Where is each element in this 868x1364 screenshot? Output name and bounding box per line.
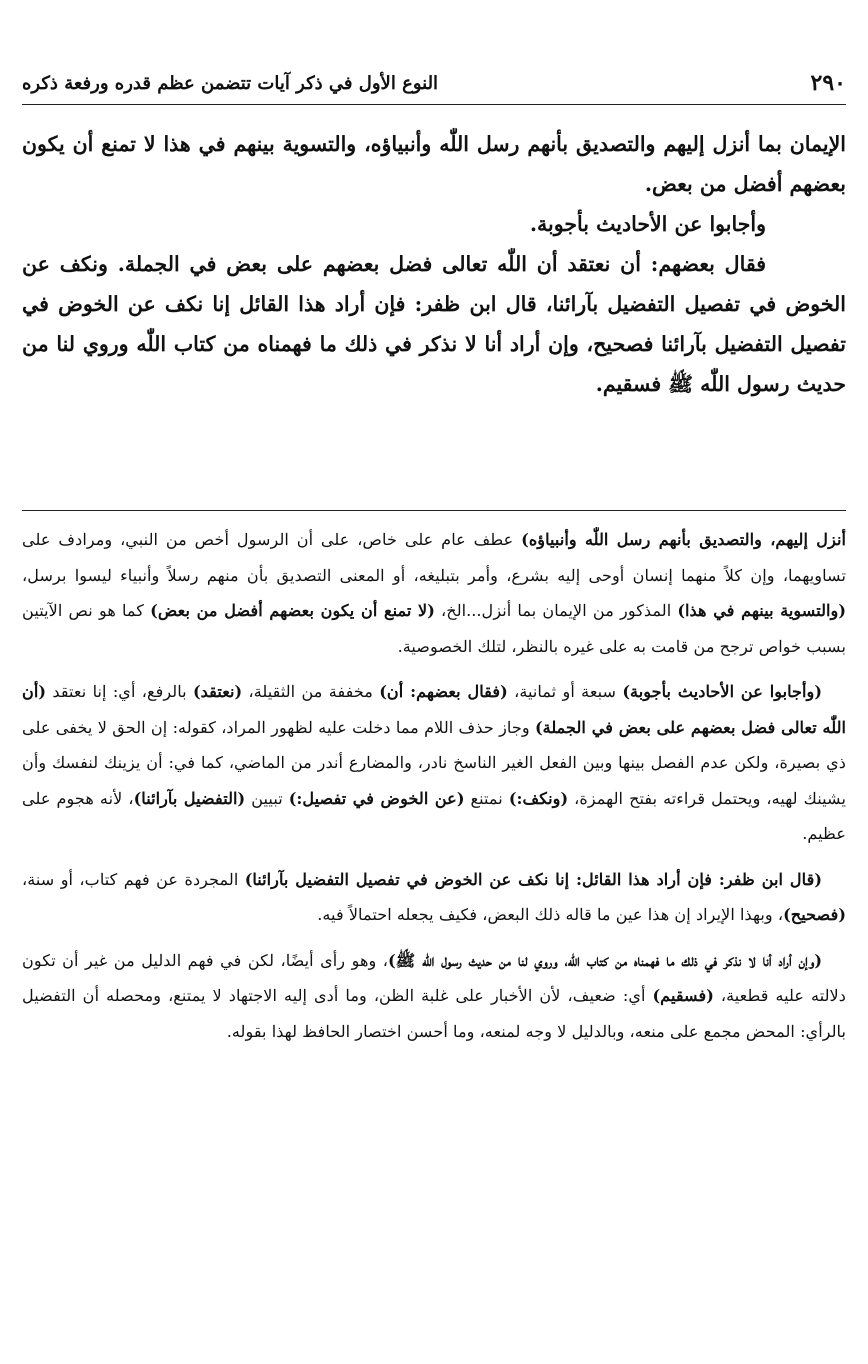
commentary-paragraph xyxy=(22,674,846,852)
commentary-text: المجردة عن فهم كتاب، أو سنة، xyxy=(22,869,245,889)
quoted-text: (أن اللّٰه تعالى فضل بعضهم على بعض في الجملة) xyxy=(22,682,846,737)
quoted-text: (والتسوية بينهم في هذا) xyxy=(677,601,846,620)
quoted-text: (لا تمنع أن يكون بعضهم أفضل من بعض) xyxy=(150,601,435,620)
commentary-paragraph xyxy=(22,862,846,933)
quoted-text: (وإن أراد أنا لا نذكر في ذلك ما فهمناه من كتاب اللّٰه، وروي لنا من حديث رسول اللّٰه ﷺ) xyxy=(388,950,822,970)
commentary-text: مخففة من الثقيلة، xyxy=(242,682,380,701)
quoted-text: (نعتقد) xyxy=(192,682,243,701)
commentary-text: أي: ضعيف، لأن الأخبار على غلبة الظن، وما أدى إليه الاجتهاد لا يمتنع، ومحصله أن التفضيل بالرأي: المحض مجمع على منعه، وبالدليل لا وجه لمنعه، وما أحسن اختصار الحافظ لهذا بقوله. xyxy=(22,986,846,1041)
quoted-text: (فسقيم) xyxy=(652,986,714,1005)
quoted-text: (وأجابوا عن الأحاديث بأجوبة) xyxy=(622,682,822,701)
commentary-paragraph xyxy=(22,943,846,1050)
commentary-text: ، لأنه هجوم على عظيم. xyxy=(22,788,846,843)
commentary xyxy=(22,522,846,1324)
commentary-text: ، وهو رأى أيضًا، لكن في فهم الدليل من غير أن تكون دلالته عليه قطعية، xyxy=(22,950,846,1005)
page-number: ٢٩٠ xyxy=(810,70,846,96)
commentary-paragraph xyxy=(22,522,846,664)
footnote-divider xyxy=(22,510,846,511)
quoted-text: (فقال بعضهم: أن) xyxy=(379,682,508,701)
commentary-text: بالرفع، أي: إنا نعتقد xyxy=(46,682,193,701)
quoted-text: (ونكف:) xyxy=(508,788,569,808)
quoted-text: (التفضيل بآرائنا) xyxy=(133,788,246,808)
commentary-text: عطف عام على خاص، على أن الرسول أخص من النبي، ومرادف على تساويهما، وإن كلاً منهما إنسان أوحى إليه بشرع، وأمر بتبليغه، أو المعنى التصديق بأن منهم رسلاً وأنبياء ليسوا برسل، xyxy=(22,530,846,585)
commentary-text: سبعة أو ثمانية، xyxy=(507,682,623,701)
commentary-text: المذكور من الإيمان بما أنزل...الخ، xyxy=(434,601,678,620)
commentary-text: نمتنع xyxy=(464,788,509,808)
main-paragraph: وأجابوا عن الأحاديث بأجوبة. xyxy=(529,212,766,236)
commentary-text: كما هو نص الآيتين بسبب خواص ترجح من قامت به على غيره بالنظر، لتلك الخصوصية. xyxy=(22,601,846,656)
main-paragraph: الإيمان بما أنزل إليهم والتصديق بأنهم رسل اللّٰه وأنبياؤه، والتسوية بينهم في هذا لا تمنع أن يكون بعضهم أفضل من بعض. xyxy=(22,132,846,196)
quoted-text: (قال ابن ظفر: فإن أراد هذا القائل: إنا نكف عن الخوض في تفصيل التفضيل بآرائنا) xyxy=(244,869,822,889)
quoted-text: (فصحيح) xyxy=(783,905,846,924)
main-paragraph: فقال بعضهم: أن نعتقد أن اللّٰه تعالى فضل بعضهم على بعض في الجملة. ونكف عن الخوض في تفصيل التفضيل بآرائنا، قال ابن ظفر: فإن أراد هذا القائل إنا نكف عن الخوض في تفصيل التفضيل بآرائنا فصحيح، وإن أراد أنا لا نذكر في ذلك ما فهمناه من كتاب اللّٰه وروي لنا من حديث رسول اللّٰه ﷺ فسقيم. xyxy=(22,252,846,396)
quoted-text: أنزل إليهم، والتصديق بأنهم رسل اللّٰه وأنبياؤه) xyxy=(521,530,846,549)
running-title: النوع الأول في ذكر آيات تتضمن عظم قدره ورفعة ذكره xyxy=(22,72,439,94)
main-text xyxy=(22,124,846,486)
header-rule xyxy=(22,104,846,105)
commentary-text: تبيين xyxy=(245,788,289,808)
commentary-text: ، وبهذا الإيراد إن هذا عين ما قاله ذلك البعض، فكيف يجعله احتمالاً فيه. xyxy=(317,905,784,924)
commentary-text: وجاز حذف اللام مما دخلت عليه لظهور المراد، كقوله: إن الحق لا يخفى على ذي بصيرة، ولكن عدم الفصل بينها وبين الفعل الغير الناسخ نادر، والمضارع أندر من الماضي، كما في: أن يزينك لنفسك وأن يشينك لهيه، ويحتمل قراءته بفتح الهمزة، xyxy=(22,717,846,808)
page-header xyxy=(22,66,846,100)
quoted-text: (عن الخوض في تفصيل:) xyxy=(288,788,465,808)
